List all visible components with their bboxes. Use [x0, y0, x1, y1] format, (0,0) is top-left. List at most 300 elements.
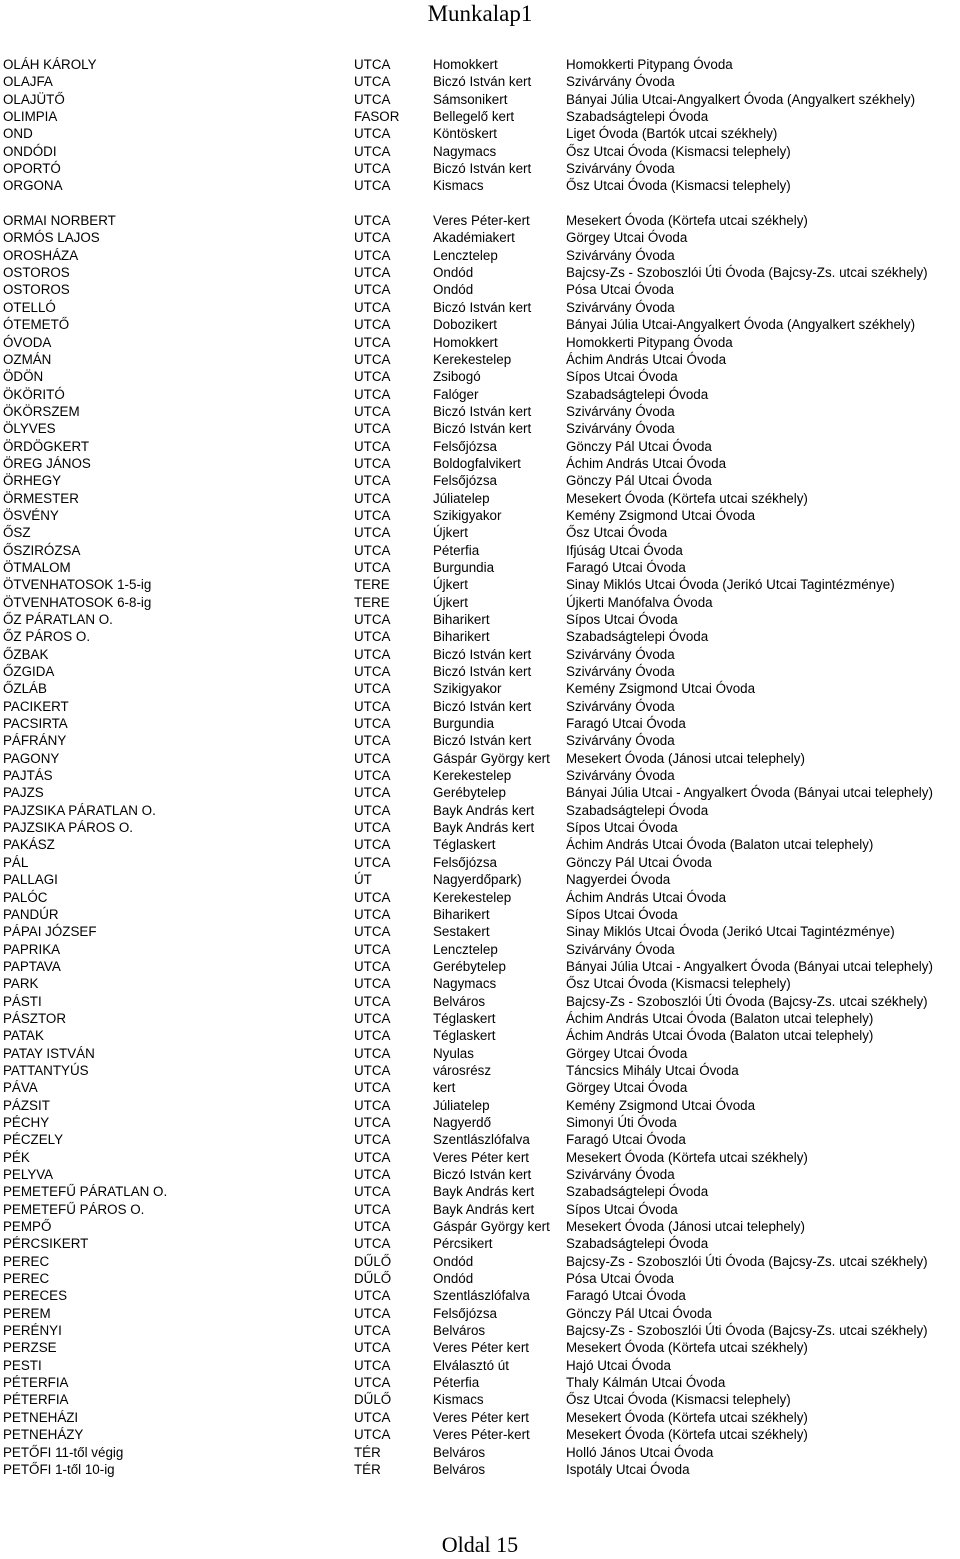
table-row: [0, 368, 960, 385]
street-name-cell: ÖKÖRSZEM: [3, 403, 80, 419]
street-type-cell: UTCA: [354, 178, 391, 194]
district-cell: Újkert: [433, 594, 468, 610]
street-name-cell: OSTOROS: [3, 282, 70, 298]
kindergarten-cell: Bányai Júlia Utcai - Angyalkert Óvoda (Bányai utcai telephely): [566, 958, 933, 974]
kindergarten-cell: Szivárvány Óvoda: [566, 941, 675, 957]
district-cell: Veres Péter-kert: [433, 213, 530, 229]
kindergarten-cell: Szivárvány Óvoda: [566, 74, 675, 90]
district-cell: Biharikert: [433, 612, 490, 627]
kindergarten-cell: Thaly Kálmán Utcai Óvoda: [566, 1375, 726, 1391]
kindergarten-cell: Görgey Utcai Óvoda: [566, 1045, 688, 1061]
table-row: [0, 334, 960, 351]
table-row: [0, 559, 960, 576]
kindergarten-cell: Ifjúság Utcai Óvoda: [566, 542, 683, 558]
street-name-cell: PERECES: [3, 1288, 67, 1304]
kindergarten-cell: Szivárvány Óvoda: [566, 664, 675, 680]
table-row: [0, 993, 960, 1010]
table-row: [0, 264, 960, 281]
table-row: [0, 1357, 960, 1374]
street-name-cell: PAPRIKA: [3, 941, 61, 957]
street-type-cell: FASOR: [354, 109, 400, 125]
kindergarten-cell: Bányai Júlia Utcai-Angyalkert Óvoda (Angyalkert székhely): [566, 91, 916, 107]
street-name-cell: PÉCHY: [3, 1114, 50, 1130]
table-row: [0, 1062, 960, 1079]
street-name-cell: PATTANTYÚS: [3, 1062, 89, 1078]
district-cell: Bellegelő kert: [433, 109, 515, 125]
street-name-cell: PETNEHÁZY: [3, 1427, 84, 1443]
table-row: [0, 1201, 960, 1218]
street-name-cell: ÓTEMETŐ: [3, 317, 70, 333]
kindergarten-cell: Kemény Zsigmond Utcai Óvoda: [566, 681, 756, 697]
table-row: [0, 247, 960, 264]
district-cell: Bayk András kert: [433, 820, 535, 836]
street-type-cell: UTCA: [354, 230, 391, 246]
kindergarten-cell: Ősz Utcai Óvoda (Kismacsi telephely): [566, 178, 791, 194]
street-type-cell: UTCA: [354, 213, 391, 229]
street-name-cell: PANDÚR: [3, 906, 59, 922]
street-type-cell: UTCA: [354, 1409, 391, 1425]
street-name-cell: OND: [3, 126, 33, 142]
street-name-cell: PÁFRÁNY: [3, 733, 67, 749]
street-name-cell: OLIMPIA: [3, 109, 58, 125]
district-cell: Akadémiakert: [433, 230, 515, 246]
table-row: [0, 160, 960, 177]
street-type-cell: UTCA: [354, 1097, 391, 1113]
street-type-cell: UTCA: [354, 334, 391, 350]
street-name-cell: ÖREG JÁNOS: [3, 455, 91, 471]
district-cell: Téglaskert: [433, 837, 496, 853]
kindergarten-cell: Sinay Miklós Utcai Óvoda (Jerikó Utcai Tagintézménye): [566, 924, 895, 940]
street-name-cell: PÁL: [3, 854, 29, 870]
district-cell: Ondód: [433, 1271, 474, 1287]
street-type-cell: UTCA: [354, 646, 391, 662]
street-type-cell: UTCA: [354, 265, 391, 281]
table-row: [0, 1270, 960, 1287]
kindergarten-cell: Görgey Utcai Óvoda: [566, 230, 688, 246]
district-cell: Burgundia: [433, 716, 495, 732]
district-cell: Felsőjózsa: [433, 1305, 498, 1321]
street-name-cell: ÖDÖN: [3, 369, 44, 385]
kindergarten-cell: Holló János Utcai Óvoda: [566, 1444, 714, 1460]
kindergarten-cell: Áchim András Utcai Óvoda (Balaton utcai telephely): [566, 1010, 874, 1026]
street-type-cell: UTCA: [354, 1236, 391, 1252]
street-name-cell: PERZSE: [3, 1340, 57, 1356]
street-name-cell: OZMÁN: [3, 351, 52, 367]
kindergarten-cell: Görgey Utcai Óvoda: [566, 1080, 688, 1096]
district-cell: Veres Péter kert: [433, 1409, 530, 1425]
district-cell: Biczó István kert: [433, 403, 532, 419]
street-type-cell: UTCA: [354, 143, 391, 159]
kindergarten-cell: Szivárvány Óvoda: [566, 421, 675, 437]
street-type-cell: UTCA: [354, 351, 391, 367]
kindergarten-cell: Gönczy Pál Utcai Óvoda: [566, 473, 712, 489]
street-type-cell: UTCA: [354, 924, 391, 940]
table-row: [0, 143, 960, 160]
street-type-cell: TÉR: [354, 1444, 381, 1460]
table-row: [0, 1010, 960, 1027]
district-cell: Kismacs: [433, 178, 484, 194]
table-row: [0, 542, 960, 559]
district-cell: Újkert: [433, 525, 468, 541]
street-name-cell: PAJTÁS: [3, 768, 53, 784]
district-cell: Biharikert: [433, 906, 490, 922]
district-cell: Felsőjózsa: [433, 438, 498, 454]
district-cell: Újkert: [433, 577, 468, 593]
kindergarten-cell: Kemény Zsigmond Utcai Óvoda: [566, 507, 756, 523]
district-cell: Lencztelep: [433, 941, 498, 957]
street-name-cell: PAKÁSZ: [3, 837, 55, 853]
kindergarten-cell: Ősz Utcai Óvoda (Kismacsi telephely): [566, 976, 791, 992]
district-cell: Belváros: [433, 1323, 486, 1339]
district-cell: Dobozikert: [433, 317, 498, 333]
table-row: [0, 212, 960, 229]
table-row: [0, 594, 960, 611]
street-name-cell: PÁSTI: [3, 993, 42, 1009]
street-name-cell: PERÉNYI: [3, 1323, 62, 1339]
kindergarten-cell: Áchim András Utcai Óvoda: [566, 455, 727, 471]
table-row: [0, 91, 960, 108]
street-type-cell: UTCA: [354, 733, 391, 749]
street-type-cell: UTCA: [354, 299, 391, 315]
street-name-cell: PATAK: [3, 1028, 44, 1044]
district-cell: Lencztelep: [433, 247, 498, 263]
kindergarten-cell: Mesekert Óvoda (Körtefa utcai székhely): [566, 1149, 808, 1165]
table-row: [0, 1339, 960, 1356]
table-row: [0, 1114, 960, 1131]
street-type-cell: TÉR: [354, 1461, 381, 1477]
street-type-cell: UTCA: [354, 317, 391, 333]
street-name-cell: PÁZSIT: [3, 1097, 50, 1113]
table-row: [0, 975, 960, 992]
district-cell: Elválasztó út: [433, 1357, 509, 1373]
street-name-cell: PEREM: [3, 1305, 51, 1321]
kindergarten-cell: Faragó Utcai Óvoda: [566, 1132, 686, 1148]
kindergarten-cell: Sípos Utcai Óvoda: [566, 1201, 678, 1217]
district-cell: Gáspár György kert: [433, 1219, 550, 1235]
table-row: [0, 1426, 960, 1443]
district-cell: Biczó István kert: [433, 664, 532, 680]
table-row: [0, 819, 960, 836]
kindergarten-cell: Faragó Utcai Óvoda: [566, 1288, 686, 1304]
street-type-cell: DŰLŐ: [354, 1392, 392, 1408]
table-row: [0, 1131, 960, 1148]
street-type-cell: UTCA: [354, 126, 391, 142]
table-row: [0, 1461, 960, 1478]
kindergarten-cell: Mesekert Óvoda (Körtefa utcai székhely): [566, 1340, 808, 1356]
district-cell: Bayk András kert: [433, 802, 535, 818]
street-name-cell: PALÓC: [3, 889, 48, 905]
street-name-cell: PELYVA: [3, 1167, 54, 1182]
street-name-cell: OSTOROS: [3, 265, 70, 281]
table-row: [0, 1027, 960, 1044]
street-name-cell: ÓVODA: [3, 334, 52, 350]
district-cell: Nyulas: [433, 1045, 474, 1061]
table-row: [0, 923, 960, 940]
district-cell: Téglaskert: [433, 1028, 496, 1044]
table-row: [0, 871, 960, 888]
street-name-cell: ŐZBAK: [3, 646, 49, 662]
kindergarten-cell: Ősz Utcai Óvoda (Kismacsi telephely): [566, 1392, 791, 1408]
street-type-cell: UTCA: [354, 1062, 391, 1078]
street-type-cell: DŰLŐ: [354, 1271, 392, 1287]
street-type-cell: UTCA: [354, 976, 391, 992]
street-name-cell: ONDÓDI: [3, 143, 57, 159]
street-name-cell: OLAJFA: [3, 74, 53, 90]
table-row: [0, 958, 960, 975]
table-row: [0, 1079, 960, 1096]
table-row: [0, 1374, 960, 1391]
street-name-cell: ŐZ PÁROS O.: [3, 629, 91, 645]
district-cell: Kerekestelep: [433, 889, 512, 905]
district-cell: Kismacs: [433, 1392, 484, 1408]
sheet-title: Munkalap1: [427, 1, 533, 26]
street-name-cell: PALLAGI: [3, 872, 58, 888]
street-type-cell: UTCA: [354, 1357, 391, 1373]
street-type-cell: UTCA: [354, 1045, 391, 1061]
table-row: [0, 1253, 960, 1270]
table-row: [0, 229, 960, 246]
district-cell: Gerébytelep: [433, 958, 506, 974]
table-row: [0, 941, 960, 958]
table-row: [0, 1097, 960, 1114]
street-name-cell: ÖTVENHATOSOK 6-8-ig: [3, 594, 152, 610]
table-row: [0, 1166, 960, 1183]
street-name-cell: OROSHÁZA: [3, 247, 79, 263]
table-row: [0, 299, 960, 316]
table-row: [0, 1183, 960, 1200]
kindergarten-cell: Szabadságtelepi Óvoda: [566, 1184, 709, 1200]
district-cell: Nagyerdő: [433, 1114, 492, 1130]
table-row: [0, 507, 960, 524]
district-cell: Veres Péter kert: [433, 1149, 530, 1165]
kindergarten-cell: Mesekert Óvoda (Körtefa utcai székhely): [566, 213, 808, 229]
street-name-cell: ÖKÖRITÓ: [3, 386, 65, 402]
table-row: [0, 750, 960, 767]
street-type-cell: UTCA: [354, 785, 391, 801]
street-name-cell: ÖRDÖGKERT: [3, 438, 90, 454]
table-row: [0, 1391, 960, 1408]
district-cell: Belváros: [433, 1461, 486, 1477]
street-name-cell: ORMÓS LAJOS: [3, 230, 100, 246]
street-name-cell: ŐSZIRÓZSA: [3, 542, 81, 558]
table-row: [0, 195, 960, 212]
district-cell: Burgundia: [433, 559, 495, 575]
district-cell: Szikigyakor: [433, 507, 502, 523]
kindergarten-cell: Szivárvány Óvoda: [566, 247, 675, 263]
district-cell: Boldogfalvikert: [433, 455, 521, 471]
table-row: [0, 403, 960, 420]
district-cell: Pércsikert: [433, 1236, 493, 1252]
district-cell: Kerekestelep: [433, 768, 512, 784]
district-cell: Biczó István kert: [433, 299, 532, 315]
street-type-cell: UTCA: [354, 802, 391, 818]
street-type-cell: UTCA: [354, 889, 391, 905]
street-type-cell: UTCA: [354, 1305, 391, 1321]
table-row: [0, 524, 960, 541]
kindergarten-cell: Liget Óvoda (Bartók utcai székhely): [566, 126, 778, 142]
kindergarten-cell: Szabadságtelepi Óvoda: [566, 109, 709, 125]
district-cell: Júliatelep: [433, 490, 490, 506]
district-cell: Felsőjózsa: [433, 473, 498, 489]
kindergarten-cell: Hajó Utcai Óvoda: [566, 1357, 671, 1373]
district-cell: Péterfia: [433, 542, 480, 558]
street-name-cell: PAGONY: [3, 750, 60, 766]
street-type-cell: UTCA: [354, 716, 391, 732]
table-row: [0, 1409, 960, 1426]
street-type-cell: UTCA: [354, 768, 391, 784]
table-row: [0, 438, 960, 455]
kindergarten-cell: Sípos Utcai Óvoda: [566, 369, 678, 385]
kindergarten-cell: Ispotály Utcai Óvoda: [566, 1461, 690, 1477]
street-table: [0, 56, 960, 1478]
kindergarten-cell: Kemény Zsigmond Utcai Óvoda: [566, 1097, 756, 1113]
street-name-cell: ORGONA: [3, 178, 63, 194]
table-row: [0, 1444, 960, 1461]
table-row: [0, 177, 960, 194]
street-type-cell: UTCA: [354, 1184, 391, 1200]
kindergarten-cell: Ősz Utcai Óvoda: [566, 525, 668, 541]
street-name-cell: PÁPAI JÓZSEF: [3, 924, 97, 940]
street-name-cell: OLAJÜTŐ: [3, 91, 65, 107]
kindergarten-cell: Bajcsy-Zs - Szoboszlói Úti Óvoda (Bajcsy-Zs. utcai székhely): [566, 993, 928, 1009]
street-type-cell: UTCA: [354, 369, 391, 385]
street-type-cell: UTCA: [354, 74, 391, 90]
kindergarten-cell: Táncsics Mihály Utcai Óvoda: [566, 1062, 739, 1078]
kindergarten-cell: Szabadságtelepi Óvoda: [566, 386, 709, 402]
street-type-cell: UTCA: [354, 438, 391, 454]
district-cell: Sestakert: [433, 924, 490, 940]
street-name-cell: PÉRCSIKERT: [3, 1236, 89, 1252]
street-type-cell: UTCA: [354, 958, 391, 974]
district-cell: Homokkert: [433, 334, 498, 350]
kindergarten-cell: Szivárvány Óvoda: [566, 646, 675, 662]
table-row: [0, 56, 960, 73]
kindergarten-cell: Faragó Utcai Óvoda: [566, 716, 686, 732]
street-type-cell: UTCA: [354, 1132, 391, 1148]
street-type-cell: UTCA: [354, 993, 391, 1009]
district-cell: Nagymacs: [433, 976, 497, 992]
street-type-cell: UTCA: [354, 1375, 391, 1391]
district-cell: Júliatelep: [433, 1097, 490, 1113]
district-cell: Sámsonikert: [433, 91, 508, 107]
district-cell: Kerekestelep: [433, 351, 512, 367]
kindergarten-cell: Bajcsy-Zs - Szoboszlói Úti Óvoda (Bajcsy-Zs. utcai székhely): [566, 1323, 928, 1339]
street-name-cell: ÖLYVES: [3, 421, 56, 437]
table-row: [0, 472, 960, 489]
district-cell: Veres Péter kert: [433, 1340, 530, 1356]
table-row: [0, 455, 960, 472]
kindergarten-cell: Gönczy Pál Utcai Óvoda: [566, 854, 712, 870]
street-type-cell: UTCA: [354, 837, 391, 853]
table-row: [0, 576, 960, 593]
street-type-cell: UTCA: [354, 1028, 391, 1044]
district-cell: Péterfia: [433, 1375, 480, 1391]
table-row: [0, 628, 960, 645]
street-type-cell: UTCA: [354, 612, 391, 627]
kindergarten-cell: Bajcsy-Zs - Szoboszlói Úti Óvoda (Bajcsy-Zs. utcai székhely): [566, 265, 928, 281]
street-name-cell: OLÁH KÁROLY: [3, 57, 97, 72]
street-name-cell: PATAY ISTVÁN: [3, 1045, 95, 1061]
district-cell: Homokkert: [433, 57, 498, 72]
street-type-cell: UTCA: [354, 247, 391, 263]
district-cell: Felsőjózsa: [433, 854, 498, 870]
district-cell: Téglaskert: [433, 1010, 496, 1026]
street-type-cell: UTCA: [354, 421, 391, 437]
table-row: [0, 715, 960, 732]
district-cell: Ondód: [433, 1253, 474, 1269]
table-row: [0, 1287, 960, 1304]
street-name-cell: PARK: [3, 976, 39, 992]
kindergarten-cell: Sinay Miklós Utcai Óvoda (Jerikó Utcai Tagintézménye): [566, 577, 895, 593]
street-name-cell: PAJZS: [3, 785, 44, 801]
street-name-cell: PEREC: [3, 1271, 50, 1287]
district-cell: Biczó István kert: [433, 421, 532, 437]
street-name-cell: ŐZ PÁRATLAN O.: [3, 612, 113, 627]
district-cell: Zsibogó: [433, 369, 481, 385]
district-cell: Biczó István kert: [433, 733, 532, 749]
table-row: [0, 73, 960, 90]
street-type-cell: UTCA: [354, 698, 391, 714]
district-cell: Nagyerdőpark): [433, 872, 522, 888]
street-name-cell: ÖRMESTER: [3, 490, 79, 506]
street-type-cell: UTCA: [354, 1340, 391, 1356]
kindergarten-cell: Mesekert Óvoda (Jánosi utcai telephely): [566, 1219, 805, 1235]
street-name-cell: PAJZSIKA PÁROS O.: [3, 820, 133, 836]
street-name-cell: ŐZLÁB: [3, 681, 47, 697]
table-row: [0, 784, 960, 801]
kindergarten-cell: Szivárvány Óvoda: [566, 768, 675, 784]
table-row: [0, 281, 960, 298]
street-name-cell: ÖSVÉNY: [3, 507, 59, 523]
street-type-cell: UTCA: [354, 1010, 391, 1026]
page-number: Oldal 15: [441, 1532, 519, 1557]
district-cell: Nagymacs: [433, 143, 497, 159]
kindergarten-cell: Áchim András Utcai Óvoda (Balaton utcai telephely): [566, 1028, 874, 1044]
kindergarten-cell: Bajcsy-Zs - Szoboszlói Úti Óvoda (Bajcsy-Zs. utcai székhely): [566, 1253, 928, 1269]
street-name-cell: PACSIRTA: [3, 716, 68, 732]
street-name-cell: ORMAI NORBERT: [3, 213, 116, 229]
street-name-cell: PÁSZTOR: [3, 1010, 66, 1026]
street-name-cell: PAJZSIKA PÁRATLAN O.: [3, 802, 156, 818]
district-cell: Biczó István kert: [433, 646, 532, 662]
street-type-cell: UTCA: [354, 161, 391, 177]
table-row: [0, 611, 960, 628]
kindergarten-cell: Mesekert Óvoda (Körtefa utcai székhely): [566, 1427, 808, 1443]
street-type-cell: UTCA: [354, 854, 391, 870]
district-cell: Biczó István kert: [433, 1167, 532, 1182]
street-name-cell: ÖTMALOM: [3, 559, 71, 575]
street-type-cell: UTCA: [354, 455, 391, 471]
kindergarten-cell: Mesekert Óvoda (Jánosi utcai telephely): [566, 750, 805, 766]
street-name-cell: ŐZGIDA: [3, 664, 55, 680]
street-type-cell: UTCA: [354, 1114, 391, 1130]
street-type-cell: UTCA: [354, 1167, 391, 1182]
kindergarten-cell: Áchim András Utcai Óvoda (Balaton utcai telephely): [566, 837, 874, 853]
street-type-cell: UTCA: [354, 1080, 391, 1096]
district-cell: Veres Péter-kert: [433, 1427, 530, 1443]
kindergarten-cell: Szivárvány Óvoda: [566, 299, 675, 315]
street-type-cell: UTCA: [354, 820, 391, 836]
district-cell: Gáspár György kert: [433, 750, 550, 766]
street-type-cell: UTCA: [354, 1219, 391, 1235]
kindergarten-cell: Gönczy Pál Utcai Óvoda: [566, 438, 712, 454]
district-cell: Köntöskert: [433, 126, 498, 142]
table-row: [0, 420, 960, 437]
kindergarten-cell: Sípos Utcai Óvoda: [566, 612, 678, 627]
street-type-cell: UTCA: [354, 525, 391, 541]
street-type-cell: UTCA: [354, 1288, 391, 1304]
table-row: [0, 351, 960, 368]
